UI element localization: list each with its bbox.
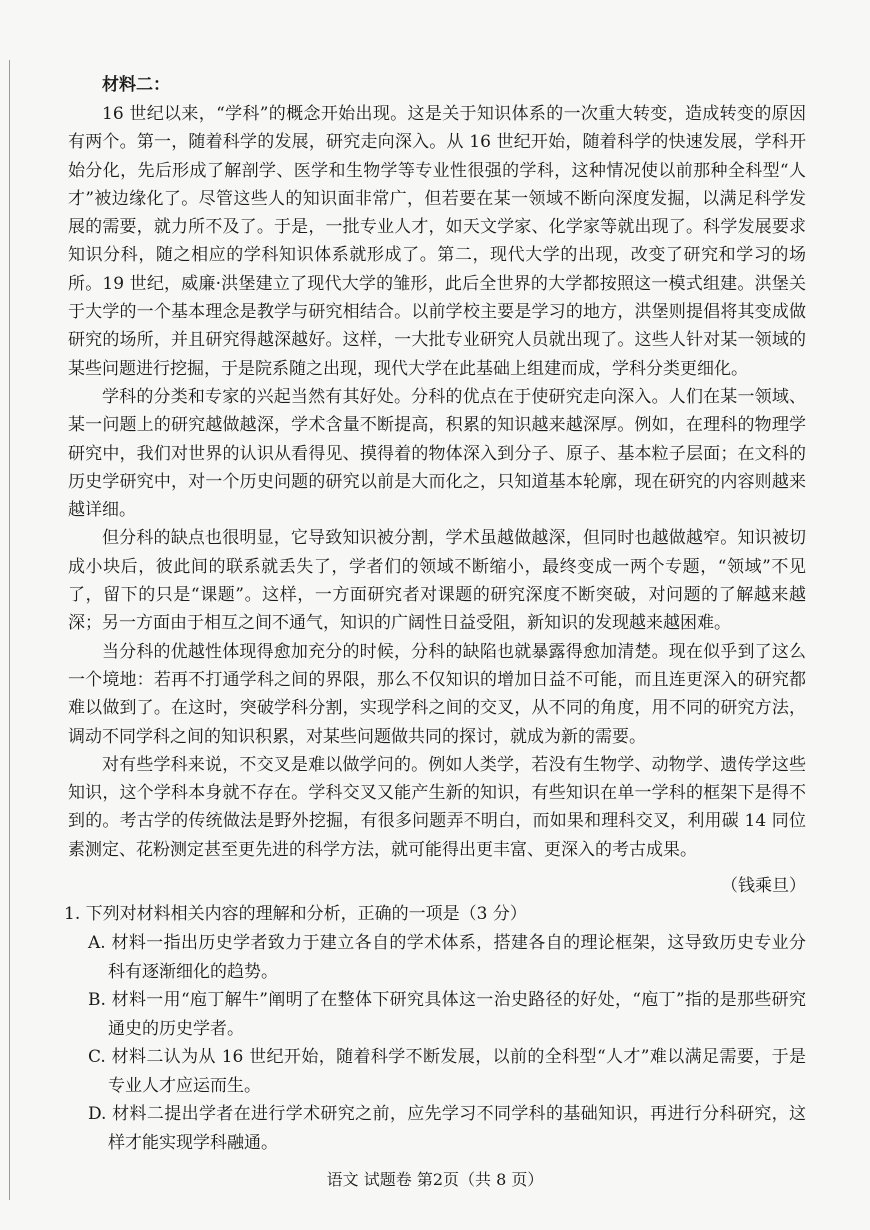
material-two-heading: 材料二： xyxy=(102,75,170,95)
question-stem: 1. 下列对材料相关内容的理解和分析，正确的一项是（3 分） xyxy=(64,904,527,925)
material-two-section xyxy=(68,70,806,900)
author-attribution: （钱乘旦） xyxy=(721,876,806,897)
option-c: C. 材料二认为从 16 世纪开始，随着科学不断发展，以前的全科型“人才”难以满足需要，于是专业人才应运而生。 xyxy=(88,1047,806,1096)
material-paragraph: 但分科的缺点也很明显，它导致知识被分割，学术虽越做越深，但同时也越做越窄。知识被切成小块后，彼此间的联系就丢失了，学者们的领域不断缩小，最终变成一两个专题，“领域”不见了，留下的只是“课题”。这样，一方面研究者对课题的研究深度不断突破，对问题的了解越来越深；另一方面由于相互之间不通气，知识的广阔性日益受阻，新知识的发现越来越困难。 xyxy=(68,528,806,634)
binding-margin-line xyxy=(9,60,10,1200)
material-paragraph: 对有些学科来说，不交叉是难以做学问的。例如人类学，若没有生物学、动物学、遗传学这些知识，这个学科本身就不存在。学科交叉又能产生新的知识，有些知识在单一学科的框架下是得不到的。考古学的传统做法是野外挖掘，有很多问题弄不明白，而如果和理科交叉，利用碳 14 同位素测定、花粉测定甚至更先进的科学方法，就可能得出更丰富、更深入的考古成果。 xyxy=(68,754,806,860)
option-d: D. 材料二提出学者在进行学术研究之前，应先学习不同学科的基础知识，再进行分科研究，这样才能实现学科融通。 xyxy=(88,1104,806,1154)
option-a: A. 材料一指出历史学者致力于建立各自的学术体系，搭建各自的理论框架，这导致历史专业分科有逐渐细化的趋势。 xyxy=(88,932,806,982)
material-paragraph: 16 世纪以来，“学科”的概念开始出现。这是关于知识体系的一次重大转变，造成转变的原因有两个。第一，随着科学的发展，研究走向深入。从 16 世纪开始，随着科学的快速发展，学科开始分化，先后形成了解剖学、医学和生物学等专业性很强的学科，这种情况使以前那种全科型“人才”被边缘化了。尽管这些人的知识面非常广，但若要在某一领域不断向深度发掘，以满足科学发展的需要，就力所不及了。于是，一批专业人才，如天文学家、化学家等就出现了。科学发展要求知识分科，随之相应的学科知识体系就形成了。第二，现代大学的出现，改变了研究和学习的场所。19 世纪，威廉·洪堡建立了现代大学的雏形，此后全世界的大学都按照这一模式组建。洪堡关于大学的一个基本理念是教学与研究相结合。以前学校主要是学习的地方，洪堡则提倡将其变成做研究的场所，并且研究得越深越好。这样，一大批专业研究人员就出现了。这些人针对某一领域的某些问题进行挖掘，于是院系随之出现，现代大学在此基础上组建而成，学科分类更细化。 xyxy=(68,104,806,379)
exam-page xyxy=(64,70,806,1158)
page-footer: 语文 试题卷 第2页（共 8 页） xyxy=(326,1170,544,1189)
option-b: B. 材料一用“庖丁解牛”阐明了在整体下研究具体这一治史路径的好处，“庖丁”指的是那些研究通史的历史学者。 xyxy=(88,990,806,1039)
question-1 xyxy=(64,900,806,1157)
material-paragraph: 当分科的优越性体现得愈加充分的时候，分科的缺陷也就暴露得愈加清楚。现在似乎到了这么一个境地：若再不打通学科之间的界限，那么不仅知识的增加日益不可能，而且连更深入的研究都难以做到了。在这时，突破学科分割，实现学科之间的交叉，从不同的角度，用不同的研究方法，调动不同学科之间的知识积累，对某些问题做共同的探讨，就成为新的需要。 xyxy=(68,641,806,747)
material-paragraph: 学科的分类和专家的兴起当然有其好处。分科的优点在于使研究走向深入。人们在某一领域、某一问题上的研究越做越深，学术含量不断提高，积累的知识越来越深厚。例如，在理科的物理学研究中，我们对世界的认识从看得见、摸得着的物体深入到分子、原子、基本粒子层面；在文科的历史学研究中，对一个历史问题的研究以前是大而化之，只知道基本轮廓，现在研究的内容则越来越详细。 xyxy=(68,386,806,521)
